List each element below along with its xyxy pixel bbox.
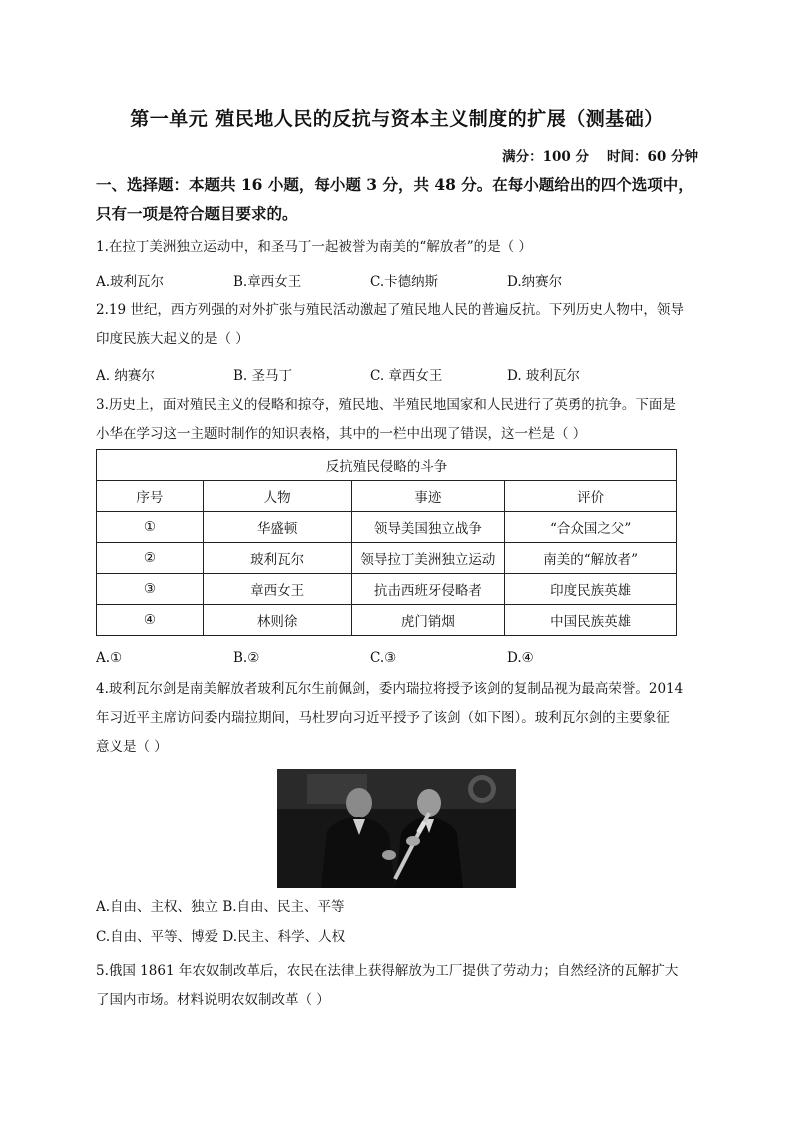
question-line: 印度民族大起义的是（ ） (96, 331, 249, 347)
table-caption: 反抗殖民侵略的斗争 (97, 450, 677, 481)
table-cell: 玻利瓦尔 (203, 543, 351, 574)
question-4-stem (96, 675, 700, 762)
question-2-stem (96, 296, 700, 354)
option-b: B.章西女王 (233, 274, 302, 290)
question-5-stem (96, 957, 700, 1015)
table-row (97, 512, 677, 543)
question-1-stem: 1.在拉丁美洲独立运动中，和圣马丁一起被誉为南美的“解放者”的是（ ） (96, 239, 532, 255)
section-heading-line: 只有一项是符合题目要求的。 (96, 204, 298, 223)
table-cell: 华盛顿 (203, 512, 351, 543)
table-header-row (97, 481, 677, 512)
question-line: 3.历史上，面对殖民主义的侵略和掠夺，殖民地、半殖民地国家和人民进行了英勇的抗争。下面是 (96, 397, 676, 413)
section-heading-line: 一、选择题：本题共 16 小题，每小题 3 分，共 48 分。在每小题给出的四个选项中， (96, 175, 694, 194)
table-row (97, 543, 677, 574)
table-cell: ① (97, 512, 204, 543)
option-a: A.① (96, 650, 123, 666)
page-title: 第一单元 殖民地人民的反抗与资本主义制度的扩展（测基础） (130, 108, 664, 130)
table-cell: 南美的“解放者” (505, 543, 677, 574)
option-a: A.玻利瓦尔 (96, 274, 165, 290)
option-c: C. 章西女王 (370, 368, 443, 384)
table-cell: 抗击西班牙侵略者 (351, 574, 505, 605)
table-cell: ④ (97, 605, 204, 636)
column-header: 人物 (203, 481, 351, 512)
table-cell: ② (97, 543, 204, 574)
question-3-stem (96, 391, 700, 449)
option-a: A. 纳赛尔 (96, 368, 155, 384)
table-cell: ③ (97, 574, 204, 605)
question-line: 年习近平主席访问委内瑞拉期间，马杜罗向习近平授予了该剑（如下图）。玻利瓦尔剑的主要象征 (96, 710, 670, 726)
table-cell: “合众国之父” (505, 512, 677, 543)
option-d: D.④ (507, 650, 534, 666)
exam-meta (502, 145, 698, 165)
question-line: 4.玻利瓦尔剑是南美解放者玻利瓦尔生前佩剑，委内瑞拉将授予该剑的复制品视为最高荣誉。2014 (96, 681, 684, 697)
struggle-table (96, 449, 677, 636)
column-header: 事迹 (351, 481, 505, 512)
table-cell: 章西女王 (203, 574, 351, 605)
full-score: 满分：100 分 (502, 149, 589, 165)
table-cell: 领导拉丁美洲独立运动 (351, 543, 505, 574)
table-row (97, 605, 677, 636)
question-4-options-row-1: A.自由、主权、独立 B.自由、民主、平等 (96, 899, 345, 915)
question-4-options-row-2: C.自由、平等、博爱 D.民主、科学、人权 (96, 929, 346, 945)
question-line: 小华在学习这一主题时制作的知识表格，其中的一栏中出现了错误，这一栏是（ ） (96, 426, 587, 442)
column-header: 序号 (97, 481, 204, 512)
question-line: 2.19 世纪，西方列强的对外扩张与殖民活动激起了殖民地人民的普遍反抗。下列历史人物中，领导 (96, 302, 684, 318)
column-header: 评价 (505, 481, 677, 512)
table-cell: 领导美国独立战争 (351, 512, 505, 543)
question-2-options (96, 364, 700, 384)
option-d: D.纳赛尔 (507, 274, 563, 290)
question-line: 意义是（ ） (96, 739, 168, 755)
table-row (97, 574, 677, 605)
sword-ceremony-photo (277, 769, 516, 888)
option-c: C.卡德纳斯 (370, 274, 439, 290)
option-c: C.③ (370, 650, 397, 666)
question-3-options (96, 650, 700, 666)
option-b: B. 圣马丁 (233, 368, 293, 384)
option-b: B.② (233, 650, 260, 666)
question-1-options (96, 270, 700, 290)
question-line: 5.俄国 1861 年农奴制改革后，农民在法律上获得解放为工厂提供了劳动力；自然经济的瓦解扩大 (96, 963, 679, 979)
table-cell: 虎门销烟 (351, 605, 505, 636)
table-cell: 中国民族英雄 (505, 605, 677, 636)
time-limit: 时间：60 分钟 (607, 149, 698, 165)
question-line: 了国内市场。材料说明农奴制改革（ ） (96, 992, 330, 1008)
option-d: D. 玻利瓦尔 (507, 368, 580, 384)
section-heading (96, 170, 700, 228)
table-cell: 印度民族英雄 (505, 574, 677, 605)
table-cell: 林则徐 (203, 605, 351, 636)
